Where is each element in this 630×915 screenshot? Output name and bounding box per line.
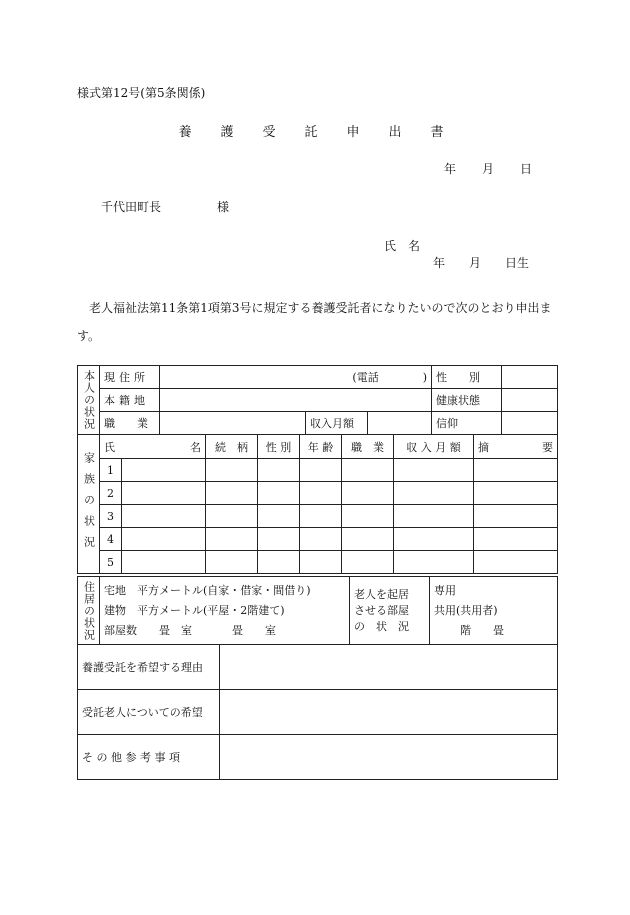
- family-income-cell[interactable]: [394, 459, 474, 482]
- health-label: 健康状態: [432, 389, 502, 412]
- form-number: 様式第12号(第5条関係): [77, 86, 206, 100]
- family-name-cell[interactable]: [122, 551, 206, 574]
- address-field[interactable]: [160, 366, 432, 389]
- family-age-cell[interactable]: [300, 528, 342, 551]
- room-status-label: 老人を起居 させる部屋 の 状 況: [350, 577, 430, 645]
- family-relation-cell[interactable]: [206, 482, 258, 505]
- family-gender-cell[interactable]: [258, 482, 300, 505]
- family-status-table: [77, 434, 558, 574]
- occupation-label: 職 業: [100, 412, 160, 435]
- family-income-cell[interactable]: [394, 551, 474, 574]
- family-age-cell[interactable]: [300, 551, 342, 574]
- family-section-label: 家族の状況: [82, 451, 96, 557]
- table-row: [78, 459, 558, 482]
- family-remarks-cell[interactable]: [474, 528, 558, 551]
- document-title: 養 護 受 託 申 出 書: [178, 125, 452, 140]
- domicile-label: 本籍地: [100, 389, 160, 412]
- self-section-label: 本人の状況: [82, 370, 96, 430]
- family-header-income: 収 入 月 額: [394, 435, 474, 459]
- family-name-cell[interactable]: [122, 482, 206, 505]
- birth-month: 月: [469, 256, 482, 270]
- housing-rooms-line: 部屋数 畳 室 畳 室: [104, 623, 276, 637]
- income-label: 収入月額: [306, 412, 368, 435]
- family-header-occupation: 職 業: [342, 435, 394, 459]
- row-number: 4: [100, 528, 122, 551]
- family-age-cell[interactable]: [300, 505, 342, 528]
- health-field[interactable]: [502, 389, 558, 412]
- table-row: [78, 505, 558, 528]
- applicant-name-label: 氏 名: [384, 239, 421, 253]
- row-number: 5: [100, 551, 122, 574]
- date-line: [444, 160, 532, 177]
- family-occupation-cell[interactable]: [342, 505, 394, 528]
- hope-label: 受託老人についての希望: [78, 690, 220, 735]
- address-label: 現住所: [100, 366, 160, 389]
- room-floor-option: 階 畳: [460, 623, 504, 637]
- row-number: 2: [100, 482, 122, 505]
- income-field[interactable]: [368, 412, 432, 435]
- room-exclusive-option: 専用: [434, 583, 456, 597]
- occupation-field[interactable]: [160, 412, 306, 435]
- religion-field[interactable]: [502, 412, 558, 435]
- reason-label: 養護受託を希望する理由: [78, 645, 220, 690]
- notes-table: [77, 644, 558, 780]
- date-year: 年: [444, 162, 457, 176]
- family-header-remarks: 摘 要: [474, 435, 558, 459]
- housing-building-line: 建物 平方メートル(平屋・2階建て): [104, 603, 285, 617]
- room-status-options[interactable]: [430, 577, 558, 645]
- family-remarks-cell[interactable]: [474, 505, 558, 528]
- addressee: [101, 198, 229, 215]
- date-day: 日: [520, 162, 533, 176]
- domicile-field[interactable]: [160, 389, 432, 412]
- housing-status-table: [77, 576, 558, 645]
- row-number: 3: [100, 505, 122, 528]
- family-header-age: 年 齢: [300, 435, 342, 459]
- family-header-name: 氏 名: [100, 435, 206, 459]
- phone-label: (電話 ): [352, 371, 428, 384]
- other-field[interactable]: [220, 735, 558, 780]
- family-remarks-cell[interactable]: [474, 482, 558, 505]
- family-gender-cell[interactable]: [258, 528, 300, 551]
- family-relation-cell[interactable]: [206, 459, 258, 482]
- family-relation-cell[interactable]: [206, 528, 258, 551]
- family-gender-cell[interactable]: [258, 505, 300, 528]
- family-income-cell[interactable]: [394, 505, 474, 528]
- family-occupation-cell[interactable]: [342, 528, 394, 551]
- family-relation-cell[interactable]: [206, 551, 258, 574]
- family-occupation-cell[interactable]: [342, 482, 394, 505]
- addressee-name: 千代田町長: [101, 200, 162, 214]
- family-occupation-cell[interactable]: [342, 551, 394, 574]
- gender-label: 性 別: [432, 366, 502, 389]
- row-number: 1: [100, 459, 122, 482]
- addressee-honorific: 様: [217, 200, 230, 214]
- family-name-cell[interactable]: [122, 505, 206, 528]
- family-header-gender: 性 別: [258, 435, 300, 459]
- reason-field[interactable]: [220, 645, 558, 690]
- family-income-cell[interactable]: [394, 482, 474, 505]
- religion-label: 信仰: [432, 412, 502, 435]
- table-row: [78, 528, 558, 551]
- date-month: 月: [482, 162, 495, 176]
- family-remarks-cell[interactable]: [474, 551, 558, 574]
- other-label: そ の 他 参 考 事 項: [78, 735, 220, 780]
- table-row: [78, 482, 558, 505]
- family-name-cell[interactable]: [122, 459, 206, 482]
- gender-field[interactable]: [502, 366, 558, 389]
- family-gender-cell[interactable]: [258, 551, 300, 574]
- housing-land-line: 宅地 平方メートル(自家・借家・間借り): [104, 583, 311, 597]
- room-shared-option: 共用(共用者): [434, 603, 498, 617]
- family-occupation-cell[interactable]: [342, 459, 394, 482]
- family-age-cell[interactable]: [300, 459, 342, 482]
- family-remarks-cell[interactable]: [474, 459, 558, 482]
- hope-field[interactable]: [220, 690, 558, 735]
- self-status-table: [77, 365, 558, 435]
- family-age-cell[interactable]: [300, 482, 342, 505]
- birth-year: 年: [433, 256, 446, 270]
- birth-day-suffix: 日生: [505, 256, 530, 270]
- housing-details[interactable]: [100, 577, 350, 645]
- family-income-cell[interactable]: [394, 528, 474, 551]
- housing-section-label: 住居の状況: [82, 580, 96, 641]
- family-header-relation: 続 柄: [206, 435, 258, 459]
- family-name-cell[interactable]: [122, 528, 206, 551]
- family-gender-cell[interactable]: [258, 459, 300, 482]
- statement-text: 老人福祉法第11条第1項第3号に規定する養護受託者になりたいので次のとおり申出ます。: [77, 301, 552, 343]
- birth-date-line: [433, 254, 529, 271]
- table-row: [78, 551, 558, 574]
- family-relation-cell[interactable]: [206, 505, 258, 528]
